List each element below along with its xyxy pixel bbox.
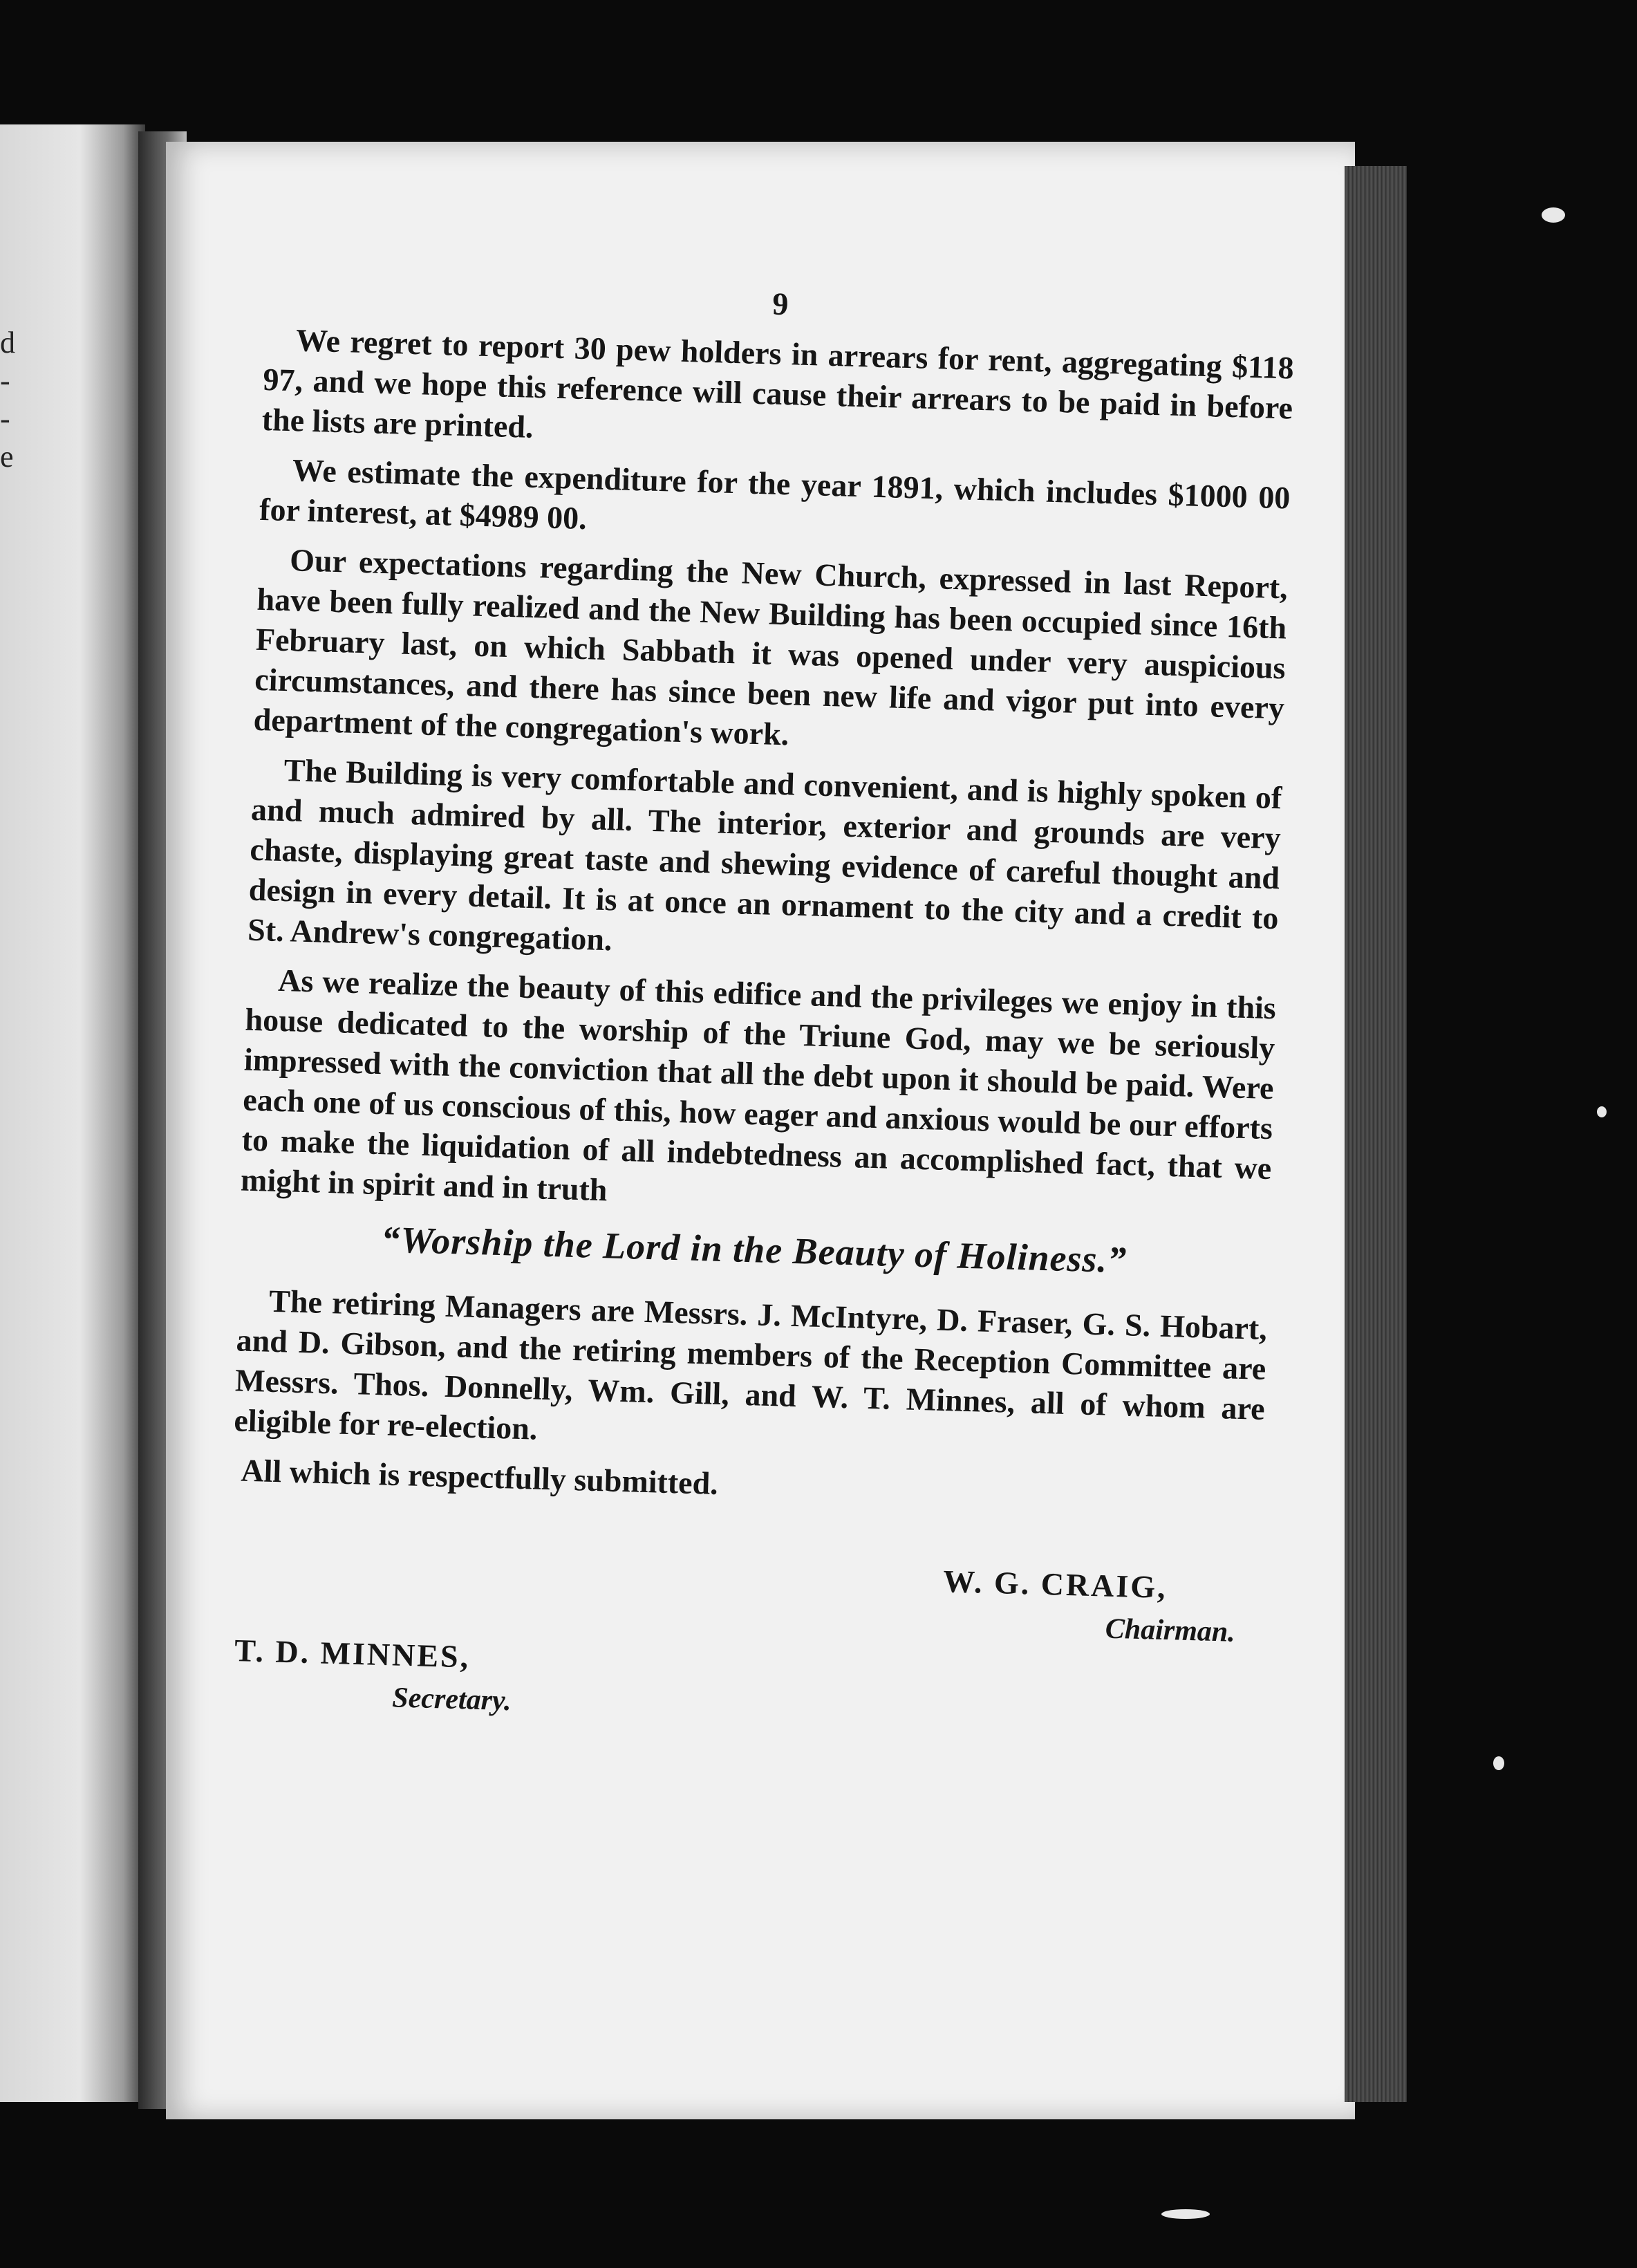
facing-page-fragment: - (0, 364, 10, 398)
page-number: 9 (771, 286, 789, 322)
facing-page (0, 124, 145, 2102)
book-page-edges (1345, 166, 1407, 2102)
paragraph-new-church: Our expectations regarding the New Church, expressed in last Report, have been fully realized and the New Building has been occupied since 16th February last, on which Sabbath it was opened under very auspicious circumstances, and there has since been new life and vigor put into every department of the congregation's work. (253, 542, 1289, 752)
facing-page-fragment: - (0, 402, 10, 436)
dust-speck (1542, 207, 1565, 223)
paragraph-building: The Building is very comfortable and convenient, and is highly spoken of and much admired by all. The interior, exterior and grounds are very chaste, displaying great taste and shewing evidence of careful thought and design in every detail. It is at once an ornament to the city and a credit to St. Andrew's congregation. (247, 752, 1282, 958)
paragraph-expenditure: We estimate the expenditure for the year 1891, which includes $1000 00 for interest, at $4989 00. (259, 452, 1291, 537)
motto: “Worship the Lord in the Beauty of Holiness.” (380, 1218, 1128, 1281)
dust-speck (1161, 2209, 1210, 2219)
paragraph-debt: As we realize the beauty of this edifice and the privileges we enjoy in this house dedicated to the worship of the Triune God, may we be seriously impressed with the conviction that all the debt upon it should be paid. Were each one of us conscious of this, how eager and anxious would be our efforts to make the liquidation of all indebtedness an accomplished fact, that we might in spirit and in truth (240, 962, 1277, 1208)
paragraph-managers: The retiring Managers are Messrs. J. McIntyre, D. Fraser, G. S. Hobart, and D. Gibson, and the retiring members of the Reception Committee are Messrs. Thos. Donnelly, Wm. Gill, and W. T. Minnes, all of whom are eligible for re-election. (233, 1283, 1268, 1447)
dust-speck (1597, 1106, 1607, 1117)
secretary-name: T. D. MINNES, (234, 1632, 471, 1675)
facing-page-fragment: e (0, 440, 14, 474)
chairman-title: Chairman. (1105, 1612, 1236, 1648)
page-body (231, 270, 1295, 1551)
secretary-signature (233, 1632, 513, 1718)
closing-line: All which is respectfully submitted. (240, 1452, 719, 1501)
paragraph-arrears: We regret to report 30 pew holders in arrears for rent, aggregating $118 97, and we hope this reference will cause their arrears to be paid in before the lists are printed. (261, 322, 1295, 445)
dust-speck (1493, 1756, 1504, 1770)
chairman-signature (942, 1563, 1236, 1648)
chairman-name: W. G. CRAIG, (942, 1563, 1168, 1606)
secretary-title: Secretary. (391, 1682, 512, 1718)
facing-page-fragment: d (0, 326, 15, 360)
